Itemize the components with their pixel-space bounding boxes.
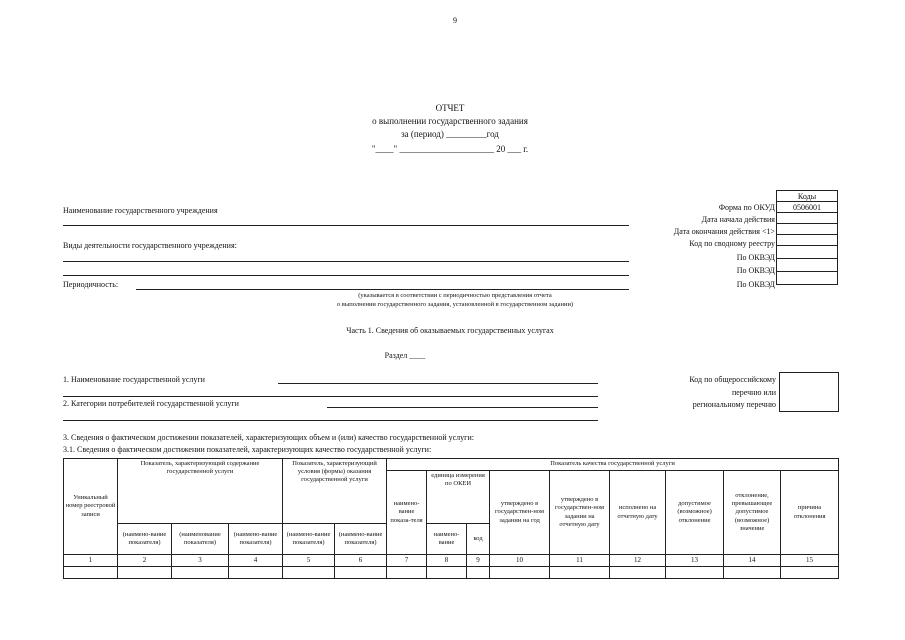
col-number: 5: [283, 555, 335, 567]
service-name-label: 1. Наименование государственной услуги: [63, 375, 205, 384]
q-unit-header: единица измерения по ОКЕИ: [427, 471, 490, 524]
report-subtitle: о выполнении государственного задания: [372, 116, 528, 126]
col-number: 7: [387, 555, 427, 567]
start-date-cell: [777, 213, 838, 224]
section-heading: Раздел ____: [384, 351, 426, 360]
registry-code-label: Код по сводному реестру: [689, 239, 775, 248]
item-3-1-text: 3.1. Сведения о фактическом достижении показателей, характеризующих качество государственной услуги:: [63, 445, 432, 454]
col-quality-indicator: Показатель качества государственной услуги: [387, 459, 839, 471]
categories-line-1: [327, 407, 598, 408]
quality-indicators-table: [63, 458, 839, 579]
report-date: "____" _____________________ 20 ___ г.: [371, 144, 529, 154]
table-cell: [335, 566, 387, 578]
table-cell: [666, 566, 724, 578]
start-date-label: Дата начала действия: [701, 215, 775, 224]
codes-header: Коды: [777, 191, 838, 202]
table-cell: [724, 566, 781, 578]
table-cell: [387, 566, 427, 578]
table-cell: [64, 566, 118, 578]
q-approved-year-header: утверждено в государствен-ном задании на год: [490, 471, 550, 555]
service-name-line-2: [63, 396, 598, 397]
q-allowed-header: допустимое (возможное) отклонение: [666, 471, 724, 555]
periodicity-note-1: (указывается в соответствии с периодичностью представления отчета: [358, 292, 552, 299]
col-number: 8: [427, 555, 467, 567]
col-number: 12: [610, 555, 666, 567]
q-approved-date-header: утверждено в государствен-ном задании на отчетную дату: [550, 471, 610, 555]
table-cell: [427, 566, 467, 578]
col-content-indicator: Показатель, характеризующий содержание государственной услуги: [118, 459, 283, 524]
okud-code: 0506001: [777, 202, 838, 213]
content-indicator-name-3: (наимено-вание показателя): [229, 524, 283, 555]
table-cell: [172, 566, 229, 578]
col-number: 11: [550, 555, 610, 567]
codes-table: [776, 190, 838, 285]
okved-cell-2: [777, 259, 838, 272]
registry-code-cell: [777, 235, 838, 246]
report-period: за (период) _________год: [401, 129, 499, 139]
q-name-header: наимено-вание показа-теля: [387, 471, 427, 555]
institution-label: Наименование государственного учреждения: [63, 206, 218, 215]
end-date-cell: [777, 224, 838, 235]
table-cell: [229, 566, 283, 578]
col-conditions-indicator: Показатель, характеризующий условия (формы) оказания государственной услуги: [283, 459, 387, 524]
table-cell: [283, 566, 335, 578]
end-date-label: Дата окончания действия <1>: [673, 227, 775, 236]
conditions-indicator-name-1: (наимено-вание показателя): [283, 524, 335, 555]
periodicity-label: Периодичность:: [63, 280, 119, 289]
col-number: 3: [172, 555, 229, 567]
q-exceed-header: отклонение, превышающее допустимое (возможное) значение: [724, 471, 781, 555]
table-cell: [550, 566, 610, 578]
categories-line-2: [63, 420, 598, 421]
okved-cell-3: [777, 272, 838, 285]
part-1-heading: Часть 1. Сведения об оказываемых государственных услугах: [346, 326, 554, 335]
okved-label-2: По ОКВЭД: [736, 266, 775, 275]
col-number: 15: [781, 555, 839, 567]
okved-label-3: По ОКВЭД: [736, 280, 775, 289]
col-number: 13: [666, 555, 724, 567]
service-name-line-1: [278, 383, 598, 384]
conditions-indicator-name-2: (наимено-вание показателя): [335, 524, 387, 555]
q-done-header: исполнено на отчетную дату: [610, 471, 666, 555]
okved-label-1: По ОКВЭД: [736, 253, 775, 262]
col-unique-number: Уникальный номер реестровой записи: [64, 459, 118, 555]
table-cell: [610, 566, 666, 578]
content-indicator-name-2: (наименование показателя): [172, 524, 229, 555]
col-number: 9: [467, 555, 490, 567]
activities-label: Виды деятельности государственного учреждения:: [63, 241, 237, 250]
okud-label: Форма по ОКУД: [718, 203, 775, 212]
periodicity-line: [136, 289, 629, 290]
q-reason-header: причина отклонения: [781, 471, 839, 555]
table-cell: [490, 566, 550, 578]
code-box: [779, 372, 839, 412]
col-number: 6: [335, 555, 387, 567]
code-label-2: перечню или: [731, 388, 776, 397]
col-number: 14: [724, 555, 781, 567]
activities-line-1: [63, 261, 629, 262]
code-label-1: Код по общероссийскому: [689, 375, 776, 384]
table-cell: [118, 566, 172, 578]
page-number: 9: [453, 16, 457, 25]
col-number: 2: [118, 555, 172, 567]
categories-label: 2. Категории потребителей государственной услуги: [63, 399, 239, 408]
col-number: 10: [490, 555, 550, 567]
col-number: 4: [229, 555, 283, 567]
periodicity-note-2: о выполнении государственного задания, установленной в государственном задании): [336, 301, 574, 308]
okved-cell-1: [777, 246, 838, 259]
code-label-3: региональному перечню: [692, 400, 776, 409]
report-title: ОТЧЕТ: [435, 103, 465, 113]
activities-line-2: [63, 275, 629, 276]
content-indicator-name-1: (наимено-вание показателя): [118, 524, 172, 555]
col-number: 1: [64, 555, 118, 567]
q-unit-code-header: код: [467, 524, 490, 555]
table-cell: [467, 566, 490, 578]
q-unit-name-header: наимено-вание: [427, 524, 467, 555]
table-cell: [781, 566, 839, 578]
institution-line: [63, 225, 629, 226]
item-3-text: 3. Сведения о фактическом достижении показателей, характеризующих объем и (или) качество государственной услуги:: [63, 433, 474, 442]
